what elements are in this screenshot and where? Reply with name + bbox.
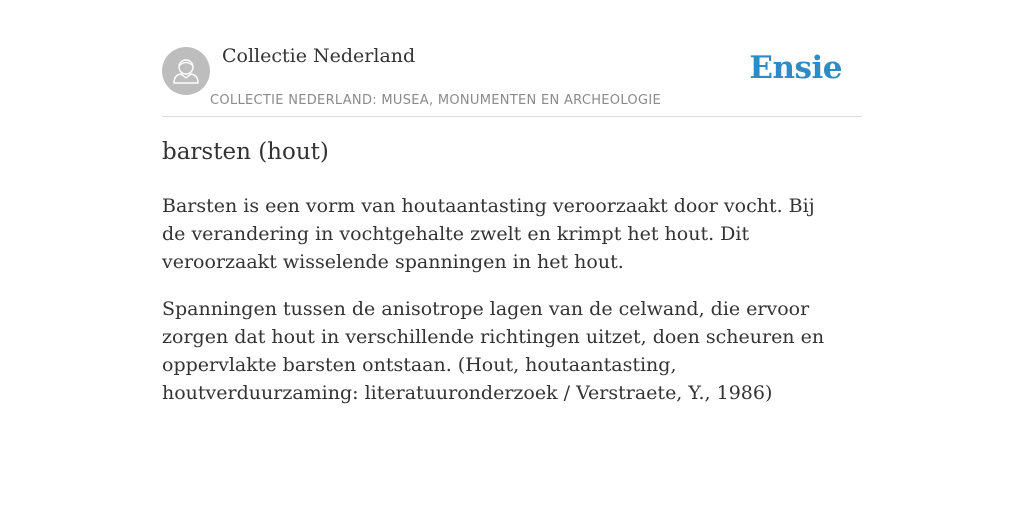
avatar[interactable] xyxy=(162,47,210,95)
user-outline-icon xyxy=(162,47,210,95)
profile-header xyxy=(162,0,862,117)
article-body xyxy=(162,192,842,426)
page-title: barsten (hout) xyxy=(162,139,329,165)
author-subtitle: COLLECTIE NEDERLAND: MUSEA, MONUMENTEN EN ARCHEOLOGIE xyxy=(210,93,661,108)
paragraph: Barsten is een vorm van houtaantasting veroorzaakt door vocht. Bij de verandering in vochtgehalte zwelt en krimpt het hout. Dit veroorzaakt wisselende spanningen in het hout. xyxy=(162,195,815,273)
author-name-link[interactable]: Collectie Nederland xyxy=(222,45,416,67)
paragraph: Spanningen tussen de anisotrope lagen van de celwand, die ervoor zorgen dat hout in verschillende richtingen uitzet, doen scheuren en oppervlakte barsten ontstaan. (Hout, houtaantasting, houtverduurzaming: literatuuronderzoek / Verstraete, Y., 1986) xyxy=(162,298,825,404)
ensie-logo-link[interactable]: Ensie xyxy=(749,50,842,86)
